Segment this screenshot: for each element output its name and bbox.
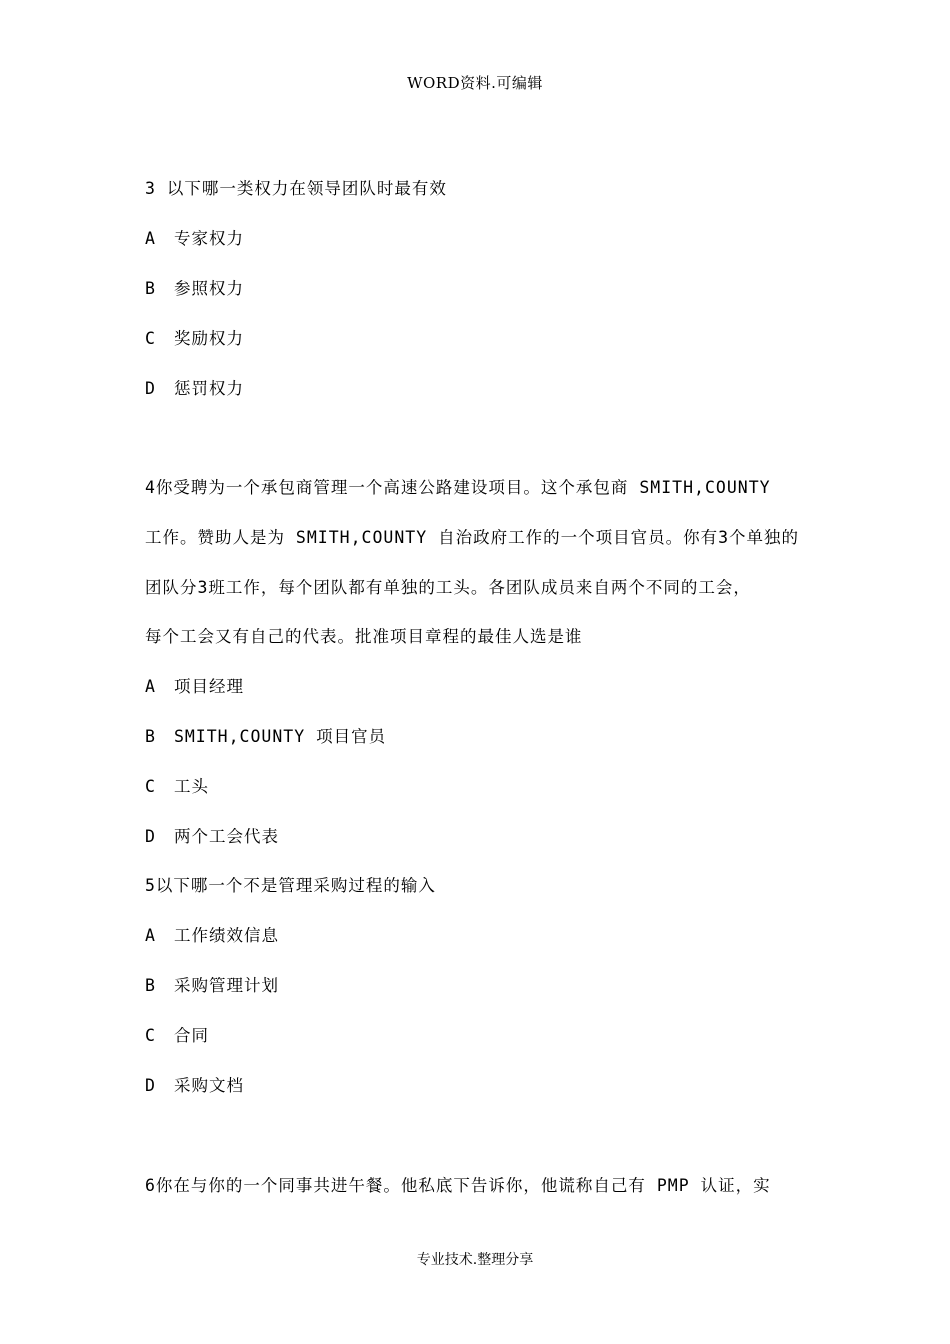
option-text: 工头 <box>173 777 209 796</box>
option-text: 参照权力 <box>173 279 244 298</box>
question-3-option-c <box>145 328 244 350</box>
option-text: 两个工会代表 <box>173 827 279 846</box>
question-6-text: 6你在与你的一个同事共进午餐。他私底下告诉你，他谎称自己有 PMP 认证，实 <box>145 1176 771 1195</box>
option-text: 采购管理计划 <box>173 976 279 995</box>
option-letter: D <box>145 379 156 398</box>
question-4-option-a <box>145 676 244 698</box>
option-letter: B <box>145 279 156 298</box>
question-4-option-d <box>145 826 279 848</box>
option-letter: D <box>145 827 156 846</box>
question-5-option-b <box>145 975 279 997</box>
option-letter: C <box>145 329 156 348</box>
option-text: SMITH,COUNTY 项目官员 <box>173 727 387 746</box>
question-5-option-a <box>145 925 279 947</box>
question-4-option-b <box>145 726 386 748</box>
question-4-text-line-3: 团队分3班工作，每个团队都有单独的工头。各团队成员来自两个不同的工会， <box>145 578 751 597</box>
question-5-option-c <box>145 1025 209 1047</box>
option-text: 工作绩效信息 <box>173 926 279 945</box>
option-letter: C <box>145 777 156 796</box>
option-text: 合同 <box>173 1026 209 1045</box>
option-text: 项目经理 <box>173 677 244 696</box>
option-letter: B <box>145 727 156 746</box>
page-header: WORD资料.可编辑 <box>407 74 543 92</box>
option-letter: A <box>145 926 156 945</box>
option-text: 惩罚权力 <box>173 379 244 398</box>
question-3-option-b <box>145 278 244 300</box>
option-text: 奖励权力 <box>173 329 244 348</box>
question-3-option-a <box>145 228 244 250</box>
page-footer: 专业技术.整理分享 <box>416 1252 534 1268</box>
question-3-text: 3 以下哪一类权力在领导团队时最有效 <box>145 179 447 198</box>
option-letter: C <box>145 1026 156 1045</box>
question-4-text-line-1: 4你受聘为一个承包商管理一个高速公路建设项目。这个承包商 SMITH,COUNTY <box>145 478 771 497</box>
question-4-text-line-4: 每个工会又有自己的代表。批准项目章程的最佳人选是谁 <box>145 627 583 646</box>
option-text: 采购文档 <box>173 1076 244 1095</box>
question-5-text: 5以下哪一个不是管理采购过程的输入 <box>145 876 436 895</box>
question-4-option-c <box>145 776 209 798</box>
question-5-option-d <box>145 1075 244 1097</box>
question-3-option-d <box>145 378 244 400</box>
question-4-text-line-2: 工作。赞助人是为 SMITH,COUNTY 自治政府工作的一个项目官员。你有3个单独的 <box>145 528 800 547</box>
option-letter: D <box>145 1076 156 1095</box>
option-text: 专家权力 <box>173 229 244 248</box>
option-letter: A <box>145 229 156 248</box>
option-letter: A <box>145 677 156 696</box>
option-letter: B <box>145 976 156 995</box>
